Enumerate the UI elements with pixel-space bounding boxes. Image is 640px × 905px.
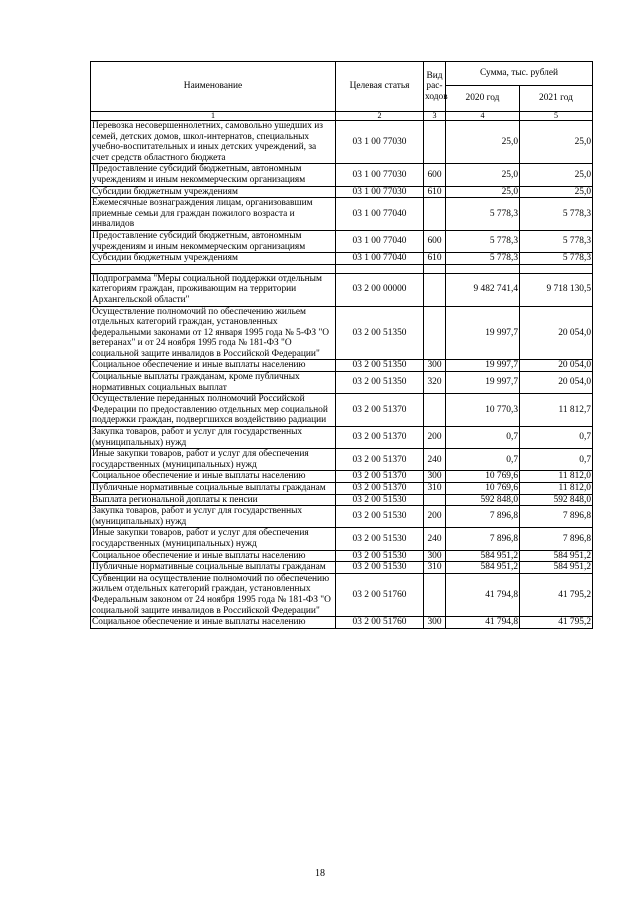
row-target-code: 03 2 00 51350 — [336, 306, 424, 360]
table-row — [91, 483, 593, 495]
row-expense-type: 310 — [424, 562, 446, 574]
table-row — [91, 253, 593, 265]
row-target-code: 03 2 00 51370 — [336, 394, 424, 427]
row-name: Предоставление субсидий бюджетным, автономным учреждениям и иным некоммерческим организациям — [91, 230, 336, 252]
table-row — [91, 528, 593, 550]
row-name: Социальное обеспечение и иные выплаты населению — [91, 550, 336, 562]
row-expense-type: 240 — [424, 528, 446, 550]
row-amount-2020: 9 482 741,4 — [446, 273, 520, 306]
row-target-code: 03 2 00 51350 — [336, 360, 424, 372]
row-amount-2021: 25,0 — [520, 186, 593, 198]
row-amount-2021: 5 778,3 — [520, 230, 593, 252]
row-amount-2020: 584 951,2 — [446, 562, 520, 574]
row-target-code: 03 1 00 77030 — [336, 164, 424, 186]
row-amount-2020: 7 896,8 — [446, 506, 520, 528]
row-amount-2021: 11 812,7 — [520, 394, 593, 427]
row-amount-2020: 7 896,8 — [446, 528, 520, 550]
row-target-code: 03 1 00 77040 — [336, 230, 424, 252]
row-expense-type: 600 — [424, 164, 446, 186]
row-amount-2020: 0,7 — [446, 427, 520, 449]
table-row — [91, 449, 593, 471]
row-amount-2021: 5 778,3 — [520, 253, 593, 265]
header-target: Целевая статья — [336, 62, 424, 112]
header-name: Наименование — [91, 62, 336, 112]
row-name: Социальное обеспечение и иные выплаты населению — [91, 617, 336, 629]
row-target-code: 03 2 00 51370 — [336, 449, 424, 471]
row-name: Иные закупки товаров, работ и услуг для обеспечения государственных (муниципальных) нужд — [91, 449, 336, 471]
row-expense-type — [424, 394, 446, 427]
budget-table — [90, 61, 593, 629]
row-amount-2021: 7 896,8 — [520, 506, 593, 528]
row-name: Иные закупки товаров, работ и услуг для обеспечения государственных (муниципальных) нужд — [91, 528, 336, 550]
row-amount-2021: 20 054,0 — [520, 372, 593, 394]
table-row — [91, 550, 593, 562]
row-expense-type: 310 — [424, 483, 446, 495]
row-amount-2020: 592 848,0 — [446, 494, 520, 506]
row-name: Публичные нормативные социальные выплаты гражданам — [91, 483, 336, 495]
table-row — [91, 186, 593, 198]
column-number: 1 — [91, 112, 336, 121]
table-body — [91, 121, 593, 629]
row-expense-type: 200 — [424, 506, 446, 528]
row-expense-type — [424, 121, 446, 164]
row-name: Закупка товаров, работ и услуг для государственных (муниципальных) нужд — [91, 427, 336, 449]
row-target-code: 03 2 00 51530 — [336, 506, 424, 528]
row-target-code: 03 2 00 51760 — [336, 573, 424, 616]
header-type: Вид рас-ходов — [424, 62, 446, 112]
column-number: 5 — [520, 112, 593, 121]
row-name: Социальные выплаты гражданам, кроме публичных нормативных социальных выплат — [91, 372, 336, 394]
row-name: Ежемесячные вознаграждения лицам, организовавшим приемные семьи для граждан пожилого возраста и инвалидов — [91, 198, 336, 231]
row-expense-type: 300 — [424, 471, 446, 483]
row-amount-2021: 11 812,0 — [520, 471, 593, 483]
table-row — [91, 471, 593, 483]
table-row — [91, 198, 593, 231]
row-expense-type — [424, 273, 446, 306]
column-number: 3 — [424, 112, 446, 121]
row-target-code: 03 2 00 51530 — [336, 494, 424, 506]
row-target-code: 03 2 00 51370 — [336, 483, 424, 495]
row-target-code: 03 1 00 77040 — [336, 253, 424, 265]
row-name: Предоставление субсидий бюджетным, автономным учреждениям и иным некоммерческим организациям — [91, 164, 336, 186]
row-target-code: 03 1 00 77030 — [336, 186, 424, 198]
row-amount-2020: 19 997,7 — [446, 306, 520, 360]
row-amount-2021: 41 795,2 — [520, 617, 593, 629]
row-amount-2021: 592 848,0 — [520, 494, 593, 506]
row-amount-2020: 25,0 — [446, 121, 520, 164]
row-expense-type: 300 — [424, 360, 446, 372]
row-target-code: 03 2 00 51370 — [336, 427, 424, 449]
row-name: Осуществление полномочий по обеспечению жильем отдельных категорий граждан, установленных федеральными законами от 12 января 1995 года № 5-ФЗ "О ветеранах" и от 24 ноября 1995 года № 181-ФЗ "О социальной защите инвалидов в Российской Федерации" — [91, 306, 336, 360]
row-amount-2021: 7 896,8 — [520, 528, 593, 550]
row-name: Субсидии бюджетным учреждениям — [91, 253, 336, 265]
row-name: Выплата региональной доплаты к пенсии — [91, 494, 336, 506]
row-amount-2021: 584 951,2 — [520, 550, 593, 562]
row-expense-type — [424, 494, 446, 506]
row-name: Осуществление переданных полномочий Российской Федерации по предоставлению отдельных мер социальной поддержки граждан, подвергшихся воздействию радиации — [91, 394, 336, 427]
row-amount-2020: 5 778,3 — [446, 253, 520, 265]
row-amount-2020: 19 997,7 — [446, 360, 520, 372]
row-target-code: 03 2 00 51530 — [336, 550, 424, 562]
table-row — [91, 230, 593, 252]
header-year-2020: 2020 год — [446, 86, 520, 112]
row-expense-type — [424, 573, 446, 616]
row-expense-type: 200 — [424, 427, 446, 449]
row-amount-2021: 25,0 — [520, 164, 593, 186]
row-target-code: 03 2 00 51350 — [336, 372, 424, 394]
table-row — [91, 617, 593, 629]
row-name: Подпрограмма "Меры социальной поддержки отдельным категориям граждан, проживающим на территории Архангельской области" — [91, 273, 336, 306]
table-row — [91, 164, 593, 186]
row-name: Публичные нормативные социальные выплаты гражданам — [91, 562, 336, 574]
row-amount-2020: 10 770,3 — [446, 394, 520, 427]
row-target-code: 03 1 00 77030 — [336, 121, 424, 164]
table-row — [91, 306, 593, 360]
column-number: 4 — [446, 112, 520, 121]
row-amount-2020: 25,0 — [446, 186, 520, 198]
table-row — [91, 506, 593, 528]
row-amount-2021: 41 795,2 — [520, 573, 593, 616]
row-target-code: 03 2 00 00000 — [336, 273, 424, 306]
row-amount-2020: 10 769,6 — [446, 483, 520, 495]
row-name: Социальное обеспечение и иные выплаты населению — [91, 360, 336, 372]
row-amount-2021: 0,7 — [520, 449, 593, 471]
empty-cell — [446, 264, 520, 273]
table-row — [91, 573, 593, 616]
empty-cell — [424, 264, 446, 273]
row-expense-type — [424, 198, 446, 231]
row-target-code: 03 2 00 51370 — [336, 471, 424, 483]
table-row — [91, 394, 593, 427]
row-amount-2020: 584 951,2 — [446, 550, 520, 562]
row-amount-2020: 5 778,3 — [446, 198, 520, 231]
row-amount-2020: 0,7 — [446, 449, 520, 471]
page-number: 18 — [315, 868, 325, 879]
empty-cell — [336, 264, 424, 273]
row-amount-2020: 41 794,8 — [446, 617, 520, 629]
table-row — [91, 562, 593, 574]
row-expense-type: 320 — [424, 372, 446, 394]
column-number: 2 — [336, 112, 424, 121]
table-row — [91, 360, 593, 372]
row-expense-type: 240 — [424, 449, 446, 471]
empty-cell — [520, 264, 593, 273]
table-row — [91, 372, 593, 394]
row-expense-type — [424, 306, 446, 360]
header-year-2021: 2021 год — [520, 86, 593, 112]
row-amount-2021: 20 054,0 — [520, 306, 593, 360]
row-expense-type: 300 — [424, 550, 446, 562]
row-amount-2021: 11 812,0 — [520, 483, 593, 495]
row-amount-2020: 41 794,8 — [446, 573, 520, 616]
row-amount-2020: 25,0 — [446, 164, 520, 186]
row-name: Субвенции на осуществление полномочий по обеспечению жильем отдельных категорий граждан, установленных Федеральным законом от 24 ноября 1995 года № 181-ФЗ "О социальной защите инвалидов в Российской Федерации" — [91, 573, 336, 616]
row-amount-2020: 5 778,3 — [446, 230, 520, 252]
row-target-code: 03 1 00 77040 — [336, 198, 424, 231]
row-expense-type: 610 — [424, 253, 446, 265]
row-expense-type: 600 — [424, 230, 446, 252]
row-amount-2021: 0,7 — [520, 427, 593, 449]
table-row — [91, 494, 593, 506]
row-amount-2021: 9 718 130,5 — [520, 273, 593, 306]
row-amount-2021: 584 951,2 — [520, 562, 593, 574]
table-row — [91, 273, 593, 306]
empty-cell — [91, 264, 336, 273]
row-amount-2021: 20 054,0 — [520, 360, 593, 372]
row-target-code: 03 2 00 51530 — [336, 562, 424, 574]
table-row — [91, 427, 593, 449]
table-row — [91, 121, 593, 164]
row-target-code: 03 2 00 51760 — [336, 617, 424, 629]
row-name: Перевозка несовершеннолетних, самовольно ушедших из семей, детских домов, школ-интернатов, специальных учебно-воспитательных и иных детских учреждений, за счет средств областного бюджета — [91, 121, 336, 164]
row-amount-2020: 19 997,7 — [446, 372, 520, 394]
row-expense-type: 610 — [424, 186, 446, 198]
row-amount-2020: 10 769,6 — [446, 471, 520, 483]
row-name: Закупка товаров, работ и услуг для государственных (муниципальных) нужд — [91, 506, 336, 528]
row-name: Социальное обеспечение и иные выплаты населению — [91, 471, 336, 483]
row-expense-type: 300 — [424, 617, 446, 629]
spacer-row — [91, 264, 593, 273]
row-name: Субсидии бюджетным учреждениям — [91, 186, 336, 198]
header-sum: Сумма, тыс. рублей — [446, 62, 593, 86]
row-target-code: 03 2 00 51530 — [336, 528, 424, 550]
row-amount-2021: 25,0 — [520, 121, 593, 164]
row-amount-2021: 5 778,3 — [520, 198, 593, 231]
